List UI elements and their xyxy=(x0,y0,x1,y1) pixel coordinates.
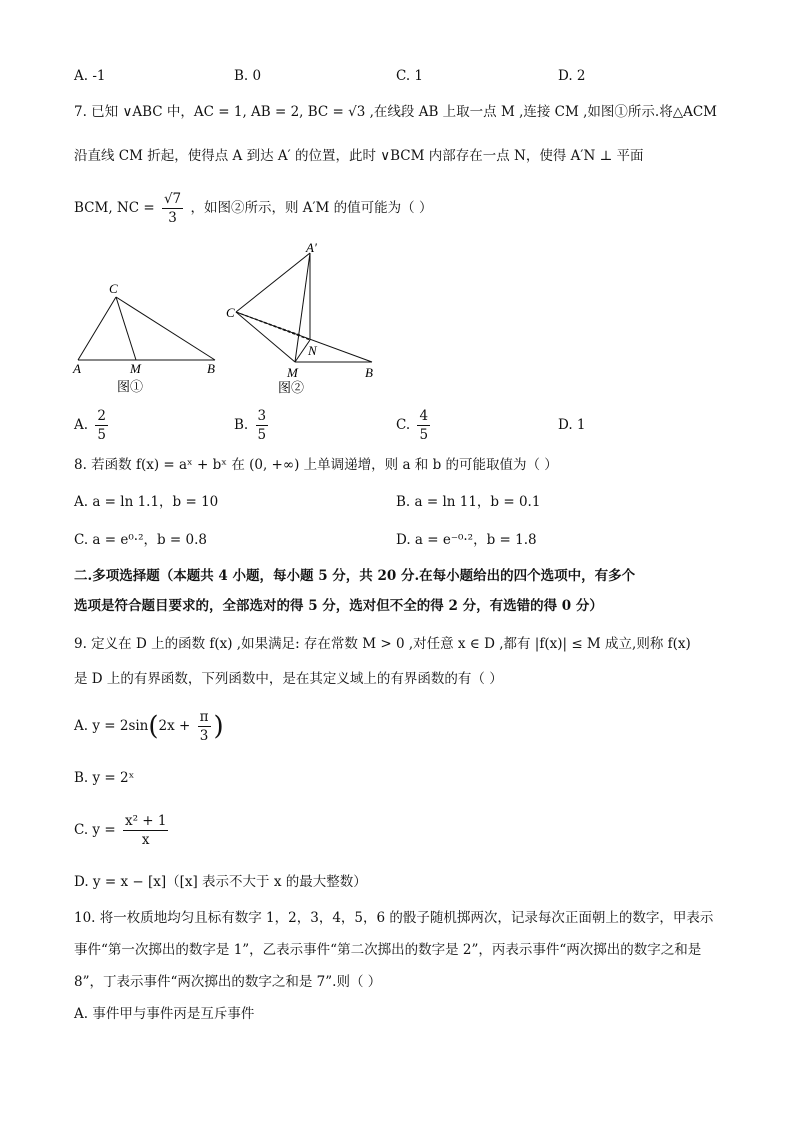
q9-option-d: D. y = x − [x]（[x] 表示不大于 x 的最大整数） xyxy=(74,874,367,890)
q6-option-c: C. 1 xyxy=(396,68,424,84)
q6-option-d: D. 2 xyxy=(558,68,586,84)
q10-stem-line3: 8”，丁表示事件“两次掷出的数字之和是 7”.则（ ） xyxy=(74,974,382,990)
fig1-label-a: A xyxy=(73,361,81,376)
fig2-label-a-prime: A′ xyxy=(306,240,317,255)
q8-option-b: B. a = ln 11，b = 0.1 xyxy=(396,494,541,510)
q7-line3-post: ，如图②所示，则 A′M 的值可能为（ ） xyxy=(190,200,433,216)
q9-option-a xyxy=(74,706,224,747)
q8-option-d: D. a = e⁻⁰·²，b = 1.8 xyxy=(396,532,537,548)
q8-stem: 8. 若函数 f(x) = aˣ + bˣ 在 (0, +∞) 上单调递增，则 a 和 b 的可能取值为（ ） xyxy=(74,457,558,473)
q7-option-c-den: 5 xyxy=(419,427,429,443)
q7-option-c-letter: C. xyxy=(396,417,411,433)
q9-option-a-inner: 2x + xyxy=(158,718,191,734)
q7-line3-pre: BCM, NC = xyxy=(74,200,155,216)
q7-figures xyxy=(60,240,400,400)
q9-option-a-fraction xyxy=(198,708,211,745)
fig2-label-n: N xyxy=(308,343,317,358)
q9-paren-close: ) xyxy=(213,711,224,742)
q9-option-c-pre: C. y = xyxy=(74,822,116,838)
q8-option-c: C. a = e⁰·²，b = 0.8 xyxy=(74,532,207,548)
q9-option-c-num: x² + 1 xyxy=(124,813,167,829)
fig1-label-m: M xyxy=(130,361,141,376)
figure-2 xyxy=(236,253,372,362)
q9-option-a-den: 3 xyxy=(199,728,209,744)
q8-option-a: A. a = ln 1.1，b = 10 xyxy=(74,494,219,510)
q9-stem-line1: 9. 定义在 D 上的函数 f(x) ,如果满足: 存在常数 M > 0 ,对任意 x ∈ D ,都有 |f(x)| ≤ M 成立,则称 f(x) xyxy=(74,636,691,652)
figure-1 xyxy=(78,297,215,360)
q9-stem-line2: 是 D 上的有界函数，下列函数中，是在其定义域上的有界函数的有（ ） xyxy=(74,671,503,687)
q7-option-b-fraction xyxy=(256,407,269,444)
q7-option-b-letter: B. xyxy=(234,417,249,433)
section2-heading-line2: 选项是符合题目要求的，全部选对的得 5 分，选对但不全的得 2 分，有选错的得 0 分） xyxy=(74,598,603,614)
fig1-caption: 图① xyxy=(117,379,144,394)
q7-stem-line3 xyxy=(74,188,432,228)
q7-option-c xyxy=(396,405,433,445)
fig1-label-b: B xyxy=(207,361,215,376)
q7-option-c-fraction xyxy=(417,407,430,444)
q7-nc-fraction xyxy=(162,190,183,227)
q7-nc-denominator: 3 xyxy=(168,210,177,226)
q9-option-a-pre: A. y = 2sin xyxy=(74,718,149,734)
q10-stem-line1: 10. 将一枚质地均匀且标有数字 1，2，3，4，5，6 的骰子随机掷两次，记录每次正面朝上的数字，甲表示 xyxy=(74,910,714,926)
q6-option-b: B. 0 xyxy=(234,68,262,84)
q7-option-a-letter: A. xyxy=(74,417,89,433)
fig2-label-b: B xyxy=(365,365,373,380)
q7-option-a-num: 2 xyxy=(97,408,106,424)
q7-option-c-num: 4 xyxy=(419,408,429,424)
fig2-label-c: C xyxy=(226,305,235,320)
q7-option-b-num: 3 xyxy=(257,408,267,424)
q7-option-a xyxy=(74,405,111,445)
q9-option-c-fraction xyxy=(123,812,169,849)
q7-option-a-fraction xyxy=(95,407,108,444)
q7-stem-line1: 7. 已知 ∨ABC 中，AC = 1, AB = 2, BC = √3 ,在线段 AB 上取一点 M ,连接 CM ,如图①所示.将△ACM xyxy=(74,104,717,120)
q9-paren-open: ( xyxy=(148,711,159,742)
q9-option-c xyxy=(74,810,171,850)
fig2-caption: 图② xyxy=(278,380,305,395)
q9-option-a-num: π xyxy=(199,709,209,725)
q7-option-d: D. 1 xyxy=(558,417,586,433)
q9-option-c-den: x xyxy=(141,832,150,848)
q7-option-b-den: 5 xyxy=(257,427,267,443)
q7-option-b xyxy=(234,405,271,445)
q7-option-a-den: 5 xyxy=(97,427,106,443)
q7-stem-line2: 沿直线 CM 折起，使得点 A 到达 A′ 的位置，此时 ∨BCM 内部存在一点 N，使得 A′N ⊥ 平面 xyxy=(74,148,644,164)
q9-option-b: B. y = 2ˣ xyxy=(74,770,135,786)
q6-option-a: A. -1 xyxy=(74,68,106,84)
section2-heading-line1: 二.多项选择题（本题共 4 小题，每小题 5 分，共 20 分.在每小题给出的四个选项中，有多个 xyxy=(74,568,636,584)
q10-stem-line2: 事件“第一次掷出的数字是 1”，乙表示事件“第二次掷出的数字是 2”，丙表示事件“两次掷出的数字之和是 xyxy=(74,942,702,958)
q10-option-a: A. 事件甲与事件丙是互斥事件 xyxy=(74,1006,255,1022)
fig1-label-c: C xyxy=(109,281,118,296)
fig2-label-m: M xyxy=(287,365,298,380)
q7-nc-numerator: √7 xyxy=(163,191,182,207)
